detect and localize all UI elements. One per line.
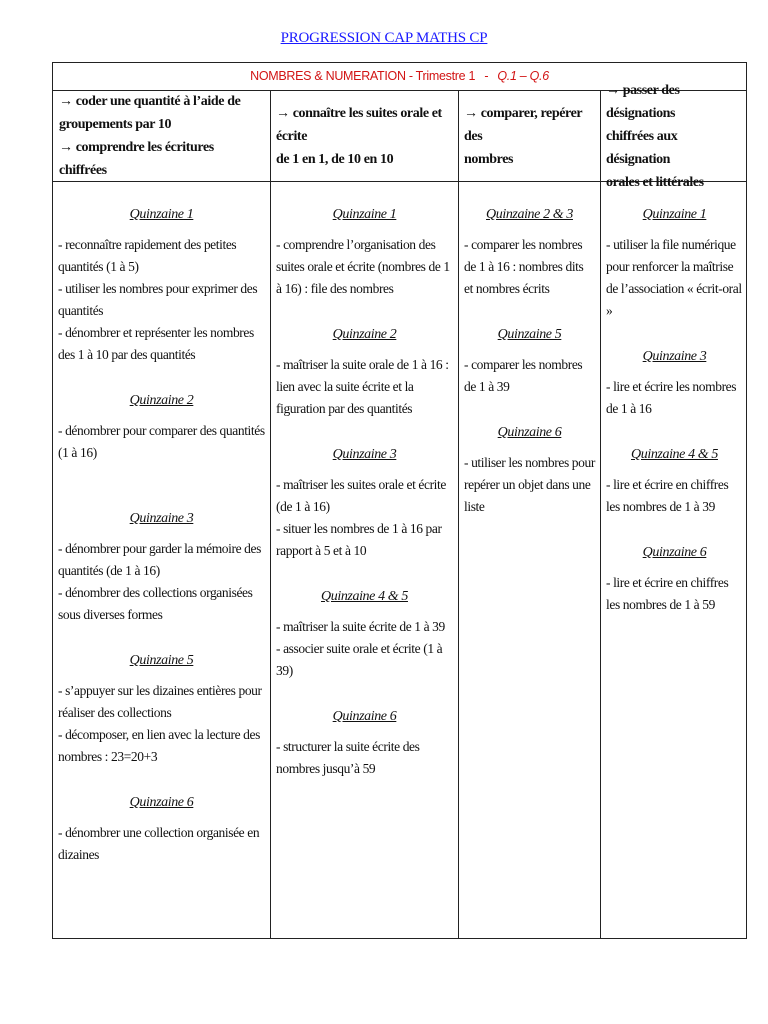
quinzaine-title: Quinzaine 1 xyxy=(332,207,397,222)
quinzaine-title: Quinzaine 4 & 5 xyxy=(631,447,718,462)
column-header-line: → comparer, repérer des xyxy=(464,105,582,144)
quinzaine-block xyxy=(58,650,265,768)
quinzaine-title: Quinzaine 5 xyxy=(129,653,194,668)
objective-item: - lire et écrire en chiffres les nombres de 1 à 39 xyxy=(606,477,729,514)
objective-item: - dénombrer et représenter les nombres des 1 à 10 par des quantités xyxy=(58,325,254,362)
quinzaine-block xyxy=(58,792,265,866)
quinzaine-block xyxy=(58,390,265,464)
objective-item: - situer les nombres de 1 à 16 par rapport à 5 et à 10 xyxy=(276,521,442,558)
objective-item: - maîtriser les suites orale et écrite (de 1 à 16) xyxy=(276,477,446,514)
objective-item: - décomposer, en lien avec la lecture des nombres : 23=20+3 xyxy=(58,727,260,764)
objective-item: - lire et écrire les nombres de 1 à 16 xyxy=(606,379,737,416)
objective-item: - comprendre l’organisation des suites orale et écrite (nombres de 1 à 16) : file des nombres xyxy=(276,237,450,296)
objective-item: - dénombrer pour garder la mémoire des quantités (de 1 à 16) xyxy=(58,541,261,578)
quinzaine-title: Quinzaine 3 xyxy=(129,511,194,526)
column-4-body xyxy=(601,182,748,938)
quinzaine-block xyxy=(58,508,265,626)
column-1-body xyxy=(53,182,270,938)
quinzaine-block xyxy=(276,586,453,682)
quinzaine-block xyxy=(464,204,595,300)
quinzaine-title: Quinzaine 1 xyxy=(129,207,194,222)
column-header-line: nombres xyxy=(464,151,514,167)
objective-item: - reconnaître rapidement des petites quantités (1 à 5) xyxy=(58,237,237,274)
quinzaine-block xyxy=(606,204,743,322)
banner-period: Q.1 – Q.6 xyxy=(497,69,549,83)
column-header-line: → passer des désignations xyxy=(606,82,680,121)
column-header-line: groupements par 10 xyxy=(59,117,172,132)
quinzaine-title: Quinzaine 2 xyxy=(332,327,397,342)
quinzaine-title: Quinzaine 6 xyxy=(129,795,194,810)
document-title: PROGRESSION CAP MATHS CP xyxy=(280,30,488,46)
column-header-line: → comprendre les écritures chiffrées xyxy=(59,140,214,178)
objective-item: - lire et écrire en chiffres les nombres de 1 à 59 xyxy=(606,575,729,612)
column-header-line: orales et littérales xyxy=(606,174,704,190)
objective-item: - maîtriser la suite orale de 1 à 16 : lien avec la suite écrite et la figuration par des quantités xyxy=(276,357,449,416)
quinzaine-block xyxy=(58,204,265,366)
column-header-4 xyxy=(600,82,748,190)
objective-item: - dénombrer une collection organisée en dizaines xyxy=(58,825,260,862)
column-header-line: → connaître les suites orale et écrite xyxy=(276,105,442,144)
objective-item: - structurer la suite écrite des nombres jusqu’à 59 xyxy=(276,739,420,776)
quinzaine-block xyxy=(464,422,595,518)
quinzaine-title: Quinzaine 1 xyxy=(642,207,707,222)
quinzaine-title: Quinzaine 3 xyxy=(642,349,707,364)
column-header-line: chiffrées aux désignation xyxy=(606,128,678,167)
column-header-2 xyxy=(270,91,458,181)
quinzaine-title: Quinzaine 2 xyxy=(129,393,194,408)
objective-item: - utiliser les nombres pour repérer un objet dans une liste xyxy=(464,455,595,514)
quinzaine-title: Quinzaine 2 & 3 xyxy=(486,207,573,222)
progression-table xyxy=(52,62,747,939)
quinzaine-title: Quinzaine 5 xyxy=(497,327,562,342)
objective-item: - utiliser les nombres pour exprimer des quantités xyxy=(58,281,258,318)
column-3-body xyxy=(459,182,600,938)
objective-item: - s’appuyer sur les dizaines entières pour réaliser des collections xyxy=(58,683,262,720)
quinzaine-title: Quinzaine 6 xyxy=(332,709,397,724)
quinzaine-title: Quinzaine 6 xyxy=(497,425,562,440)
quinzaine-title: Quinzaine 6 xyxy=(642,545,707,560)
objective-item: - maîtriser la suite écrite de 1 à 39 xyxy=(276,619,445,634)
objective-item: - dénombrer des collections organisées sous diverses formes xyxy=(58,585,253,622)
column-header-line: de 1 en 1, de 10 en 10 xyxy=(276,151,394,167)
objective-item: - comparer les nombres de 1 à 39 xyxy=(464,357,583,394)
column-header-line: → coder une quantité à l’aide de xyxy=(59,94,241,109)
quinzaine-block xyxy=(276,324,453,420)
quinzaine-title: Quinzaine 4 & 5 xyxy=(321,589,408,604)
quinzaine-block xyxy=(606,542,743,616)
quinzaine-block xyxy=(464,324,595,398)
quinzaine-block xyxy=(276,706,453,780)
objective-item: - utiliser la file numérique pour renforcer la maîtrise de l’association « écrit-oral » xyxy=(606,237,742,318)
objective-item: - comparer les nombres de 1 à 16 : nombres dits et nombres écrits xyxy=(464,237,584,296)
column-header-3 xyxy=(458,91,600,181)
banner-separator: - xyxy=(484,69,489,83)
quinzaine-block xyxy=(276,204,453,300)
quinzaine-block xyxy=(276,444,453,562)
quinzaine-title: Quinzaine 3 xyxy=(332,447,397,462)
objective-item: - associer suite orale et écrite (1 à 39) xyxy=(276,641,443,678)
objective-item: - dénombrer pour comparer des quantités (1 à 16) xyxy=(58,423,265,460)
quinzaine-block xyxy=(606,346,743,420)
column-header-1 xyxy=(53,91,270,181)
header-row xyxy=(53,82,746,190)
column-2-body xyxy=(271,182,458,938)
quinzaine-block xyxy=(606,444,743,518)
banner-subject: NOMBRES & NUMERATION - Trimestre 1 xyxy=(250,69,476,83)
